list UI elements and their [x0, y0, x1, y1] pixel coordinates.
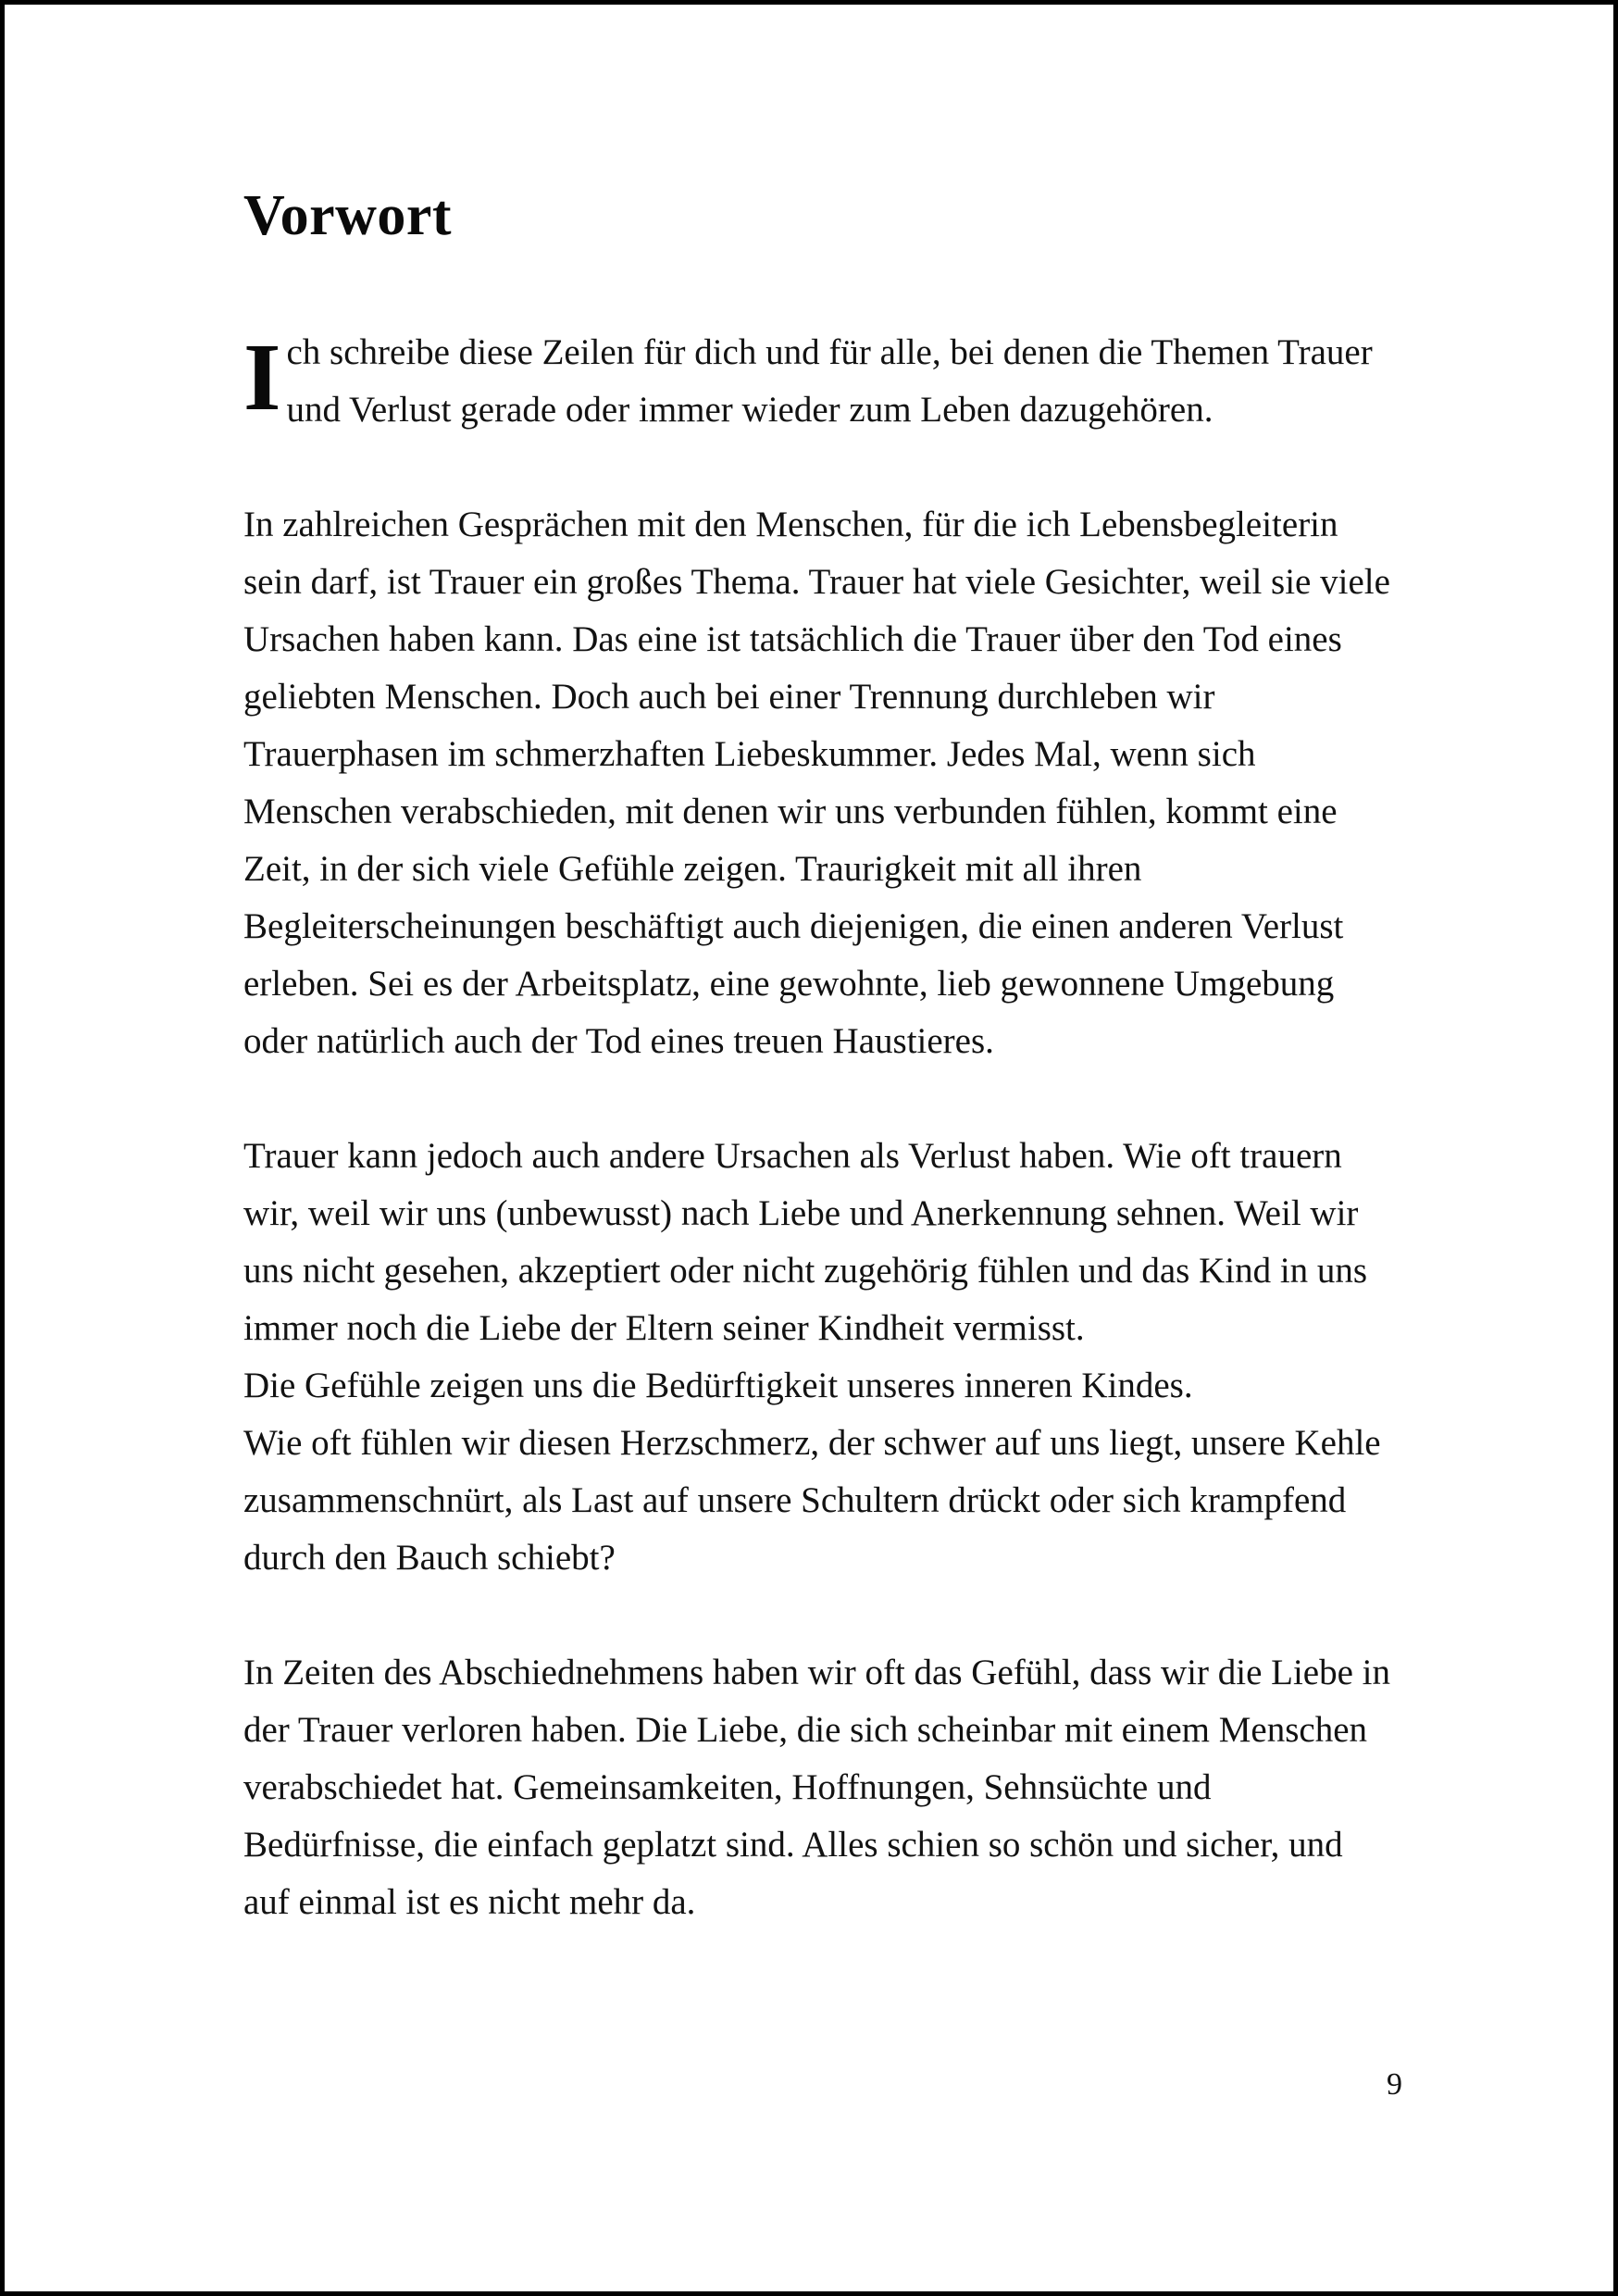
page-number: 9	[1387, 2067, 1402, 2102]
paragraph-intro	[243, 324, 1391, 439]
paragraph-4: Die Gefühle zeigen uns die Bedürftigkeit unseres inneren Kindes.	[243, 1366, 1193, 1406]
paragraph-intro-text: ch schreibe diese Zeilen für dich und für alle, bei denen die Themen Trauer und Verlust gerade oder immer wieder zum Leben dazugehören.	[286, 332, 1373, 430]
paragraph-5: Wie oft fühlen wir diesen Herzschmerz, der schwer auf uns liegt, unsere Kehle zusammenschnürt, als Last auf unsere Schultern drückt oder sich krampfend durch den Bauch schiebt?	[243, 1423, 1381, 1578]
page-title: Vorwort	[243, 184, 453, 247]
drop-cap-letter: I	[243, 324, 281, 431]
paragraph-2: In zahlreichen Gesprächen mit den Menschen, für die ich Lebensbegleiterin sein darf, ist Trauer ein großes Thema. Trauer hat viele Gesichter, weil sie viele Ursachen haben kann. Das eine ist tatsächlich die Trauer über den Tod eines geliebten Menschen. Doch auch bei einer Trennung durchleben wir Trauerphasen im schmerzhaften Liebeskummer. Jedes Mal, wenn sich Menschen verabschieden, mit denen wir uns verbunden fühlen, kommt eine Zeit, in der sich viele Gefühle zeigen. Traurigkeit mit all ihren Begleiterscheinungen beschäftigt auch diejenigen, die einen anderen Verlust erleben. Sei es der Arbeitsplatz, eine gewohnte, lieb gewonnene Umgebung oder natürlich auch der Tod eines treuen Haustieres.	[243, 505, 1390, 1062]
page-content	[243, 186, 1391, 1931]
paragraph-3: Trauer kann jedoch auch andere Ursachen als Verlust haben. Wie oft trauern wir, weil wir uns (unbewusst) nach Liebe und Anerkennung sehnen. Weil wir uns nicht gesehen, akzeptiert oder nicht zugehörig fühlen und das Kind in uns immer noch die Liebe der Eltern seiner Kindheit vermisst.	[243, 1136, 1368, 1349]
paragraph-6: In Zeiten des Abschiednehmens haben wir oft das Gefühl, dass wir die Liebe in der Trauer verloren haben. Die Liebe, die sich scheinbar mit einem Menschen verabschiedet hat. Gemeinsamkeiten, Hoffnungen, Sehnsüchte und Bedürfnisse, die einfach geplatzt sind. Alles schien so schön und sicher, und auf einmal ist es nicht mehr da.	[243, 1653, 1390, 1923]
